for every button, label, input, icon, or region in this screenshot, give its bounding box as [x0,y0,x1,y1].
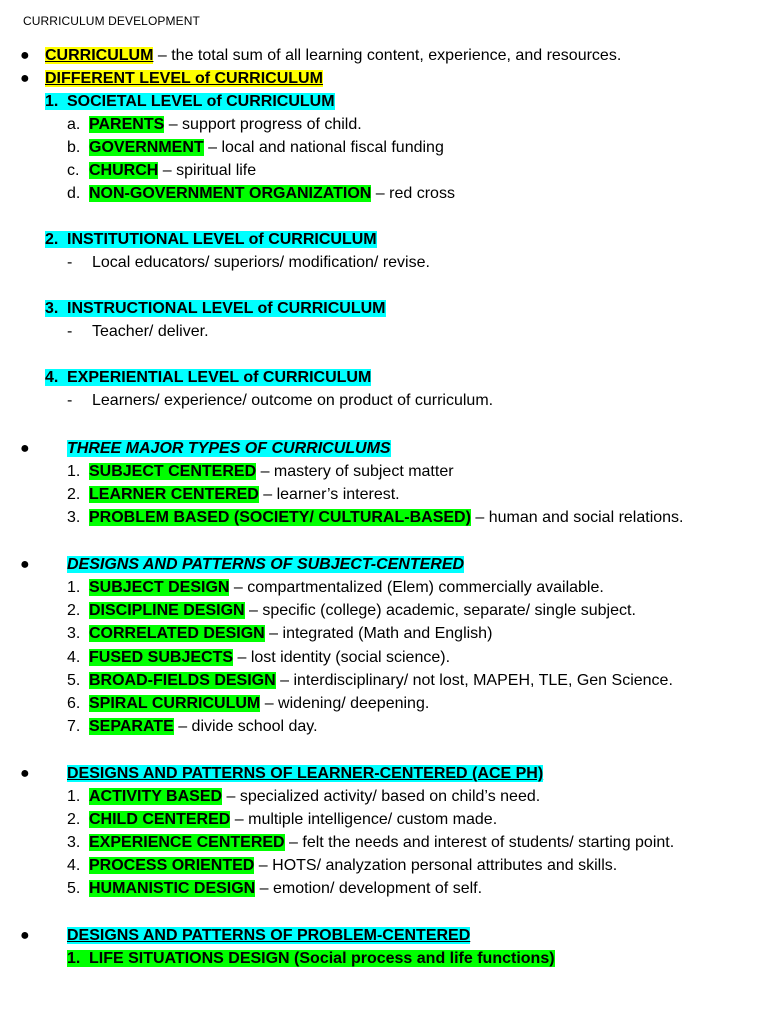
curriculum-definition [45,45,621,67]
document-header: CURRICULUM DEVELOPMENT [23,14,200,28]
list-item: 7. SEPARATE – divide school day. [67,718,318,735]
list-item: 6. SPIRAL CURRICULUM – widening/ deepening. [67,695,430,712]
bullet-icon: ● [20,765,30,782]
bullet-icon: ● [20,47,30,64]
list-item: b. GOVERNMENT – local and national fiscal funding [67,139,444,156]
problem-centered-heading: DESIGNS AND PATTERNS OF PROBLEM-CENTERED [67,927,471,944]
list-item: 1. SUBJECT CENTERED – mastery of subject matter [67,463,454,480]
experiential-level-heading: 4. EXPERIENTIAL LEVEL of CURRICULUM [45,369,372,386]
list-item: 3. PROBLEM BASED (SOCIETY/ CULTURAL-BASED) – human and social relations. [67,509,684,526]
subject-centered-heading: DESIGNS AND PATTERNS OF SUBJECT-CENTERED [67,556,465,573]
levels-heading: DIFFERENT LEVEL of CURRICULUM [45,70,323,87]
list-item: 5. HUMANISTIC DESIGN – emotion/ development of self. [67,880,483,897]
list-item: 4. FUSED SUBJECTS – lost identity (social science). [67,649,451,666]
list-item: 1. SUBJECT DESIGN – compartmentalized (Elem) commercially available. [67,579,604,596]
list-item: 4. PROCESS ORIENTED – HOTS/ analyzation personal attributes and skills. [67,857,618,874]
list-item: 2. LEARNER CENTERED – learner’s interest. [67,486,400,503]
curriculum-desc: – the total sum of all learning content, experience, and resources. [153,47,622,64]
bullet-icon: ● [20,927,30,944]
level-note: - Local educators/ superiors/ modification/ revise. [67,254,430,271]
institutional-level-heading: 2. INSTITUTIONAL LEVEL of CURRICULUM [45,231,377,248]
list-item: 5. BROAD-FIELDS DESIGN – interdisciplinary/ not lost, MAPEH, TLE, Gen Science. [67,672,673,689]
bullet-icon: ● [20,70,30,87]
list-item: 2. DISCIPLINE DESIGN – specific (college) academic, separate/ single subject. [67,602,636,619]
list-item: d. NON-GOVERNMENT ORGANIZATION – red cross [67,185,455,202]
level-note: - Teacher/ deliver. [67,323,209,340]
curriculum-term: CURRICULUM [45,47,154,64]
level-note: - Learners/ experience/ outcome on product of curriculum. [67,392,494,409]
list-item: 2. CHILD CENTERED – multiple intelligence/ custom made. [67,811,498,828]
list-item: 1. LIFE SITUATIONS DESIGN (Social process and life functions) [67,950,555,967]
bullet-icon: ● [20,556,30,573]
instructional-level-heading: 3. INSTRUCTIONAL LEVEL of CURRICULUM [45,300,386,317]
list-item: 1. ACTIVITY BASED – specialized activity/ based on child’s need. [67,788,541,805]
list-item: a. PARENTS – support progress of child. [67,116,362,133]
list-item: c. CHURCH – spiritual life [67,162,257,179]
bullet-icon: ● [20,440,30,457]
learner-centered-heading: DESIGNS AND PATTERNS OF LEARNER-CENTERED (ACE PH) [67,765,544,782]
list-item: 3. CORRELATED DESIGN – integrated (Math and English) [67,625,493,642]
list-item: 3. EXPERIENCE CENTERED – felt the needs and interest of students/ starting point. [67,834,675,851]
societal-level-heading: 1. SOCIETAL LEVEL of CURRICULUM [45,93,335,110]
types-heading: THREE MAJOR TYPES OF CURRICULUMS [67,440,391,457]
